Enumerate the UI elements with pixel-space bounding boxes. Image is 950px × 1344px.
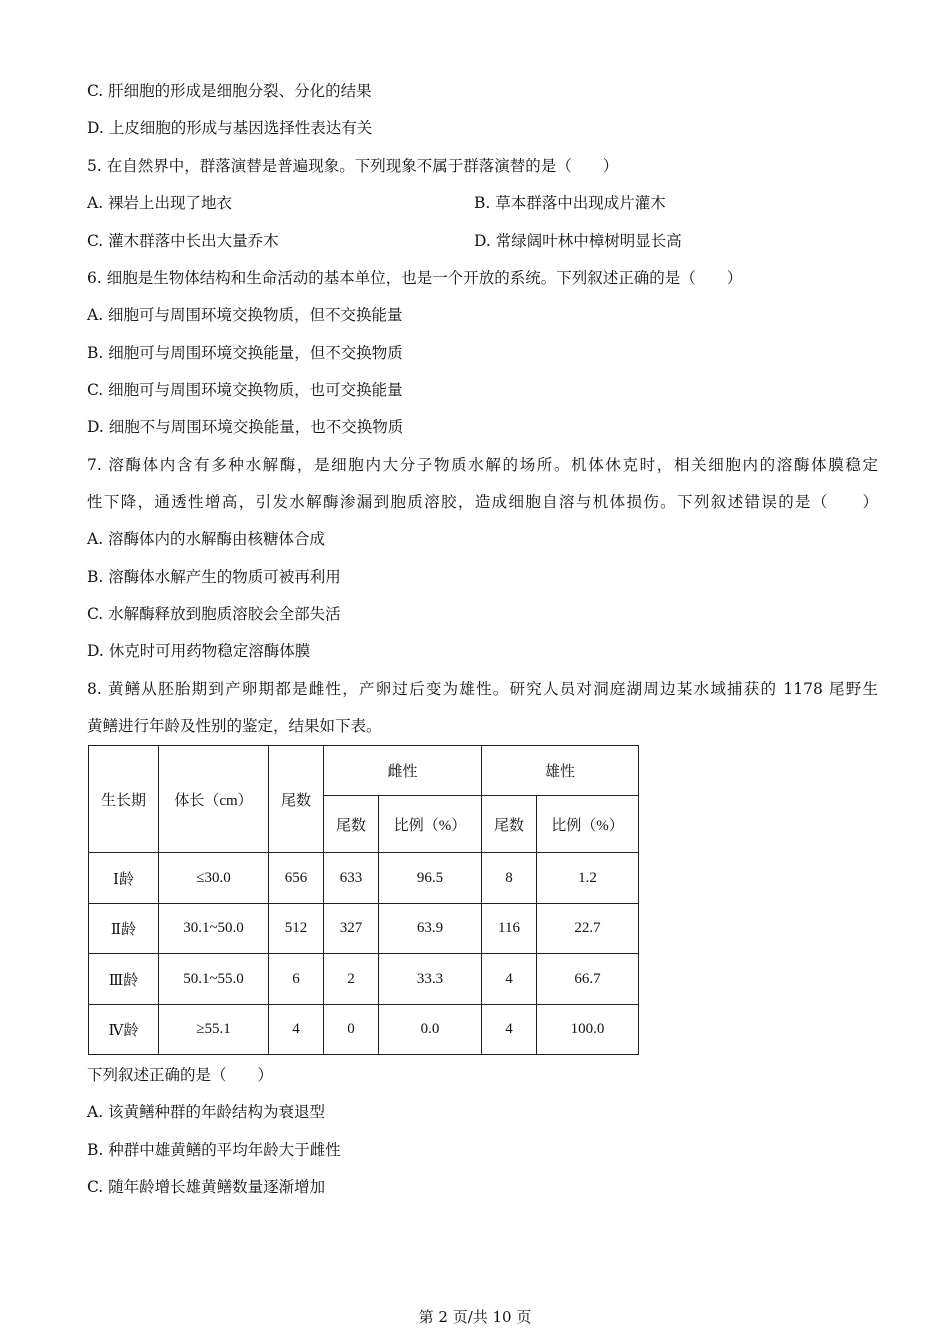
cell-count: 6 xyxy=(269,954,324,1005)
cell-stage: Ⅱ龄 xyxy=(89,904,159,954)
table-row xyxy=(89,954,639,1005)
option-5a: A. 裸岩上出现了地衣 xyxy=(87,194,233,212)
option-6c: C. 细胞可与周围环境交换物质，也可交换能量 xyxy=(87,381,403,399)
header-male-count: 尾数 xyxy=(482,796,537,853)
cell-female-ratio: 0.0 xyxy=(379,1005,482,1055)
cell-female-ratio: 33.3 xyxy=(379,954,482,1005)
cell-female-ratio: 96.5 xyxy=(379,853,482,904)
option-8c: C. 随年龄增长雄黄鳝数量逐渐增加 xyxy=(87,1178,326,1196)
option-6b: B. 细胞可与周围环境交换能量，但不交换物质 xyxy=(87,344,403,362)
question-8-line-2: 黄鳝进行年龄及性别的鉴定，结果如下表。 xyxy=(87,717,382,735)
question-5: 5. 在自然界中，群落演替是普遍现象。下列现象不属于群落演替的是（ ） xyxy=(87,157,619,175)
option-7d: D. 休克时可用药物稳定溶酶体膜 xyxy=(87,642,311,660)
cell-male-ratio: 1.2 xyxy=(537,853,639,904)
cell-count: 4 xyxy=(269,1005,324,1055)
cell-male-ratio: 66.7 xyxy=(537,954,639,1005)
cell-male-ratio: 22.7 xyxy=(537,904,639,954)
header-count: 尾数 xyxy=(269,746,324,853)
header-male-ratio: 比例（%） xyxy=(537,796,639,853)
page-footer: 第 2 页/共 10 页 xyxy=(418,1308,532,1326)
cell-male-count: 8 xyxy=(482,853,537,904)
header-female-ratio: 比例（%） xyxy=(379,796,482,853)
header-female-count: 尾数 xyxy=(324,796,379,853)
question-7-line-2: 性下降，通透性增高，引发水解酶渗漏到胞质溶胶，造成细胞自溶与机体损伤。下列叙述错误的是（ ） xyxy=(87,493,878,511)
option-6d: D. 细胞不与周围环境交换能量，也不交换物质 xyxy=(87,418,404,436)
cell-female-count: 2 xyxy=(324,954,379,1005)
header-stage: 生长期 xyxy=(89,746,159,853)
option-8b: B. 种群中雄黄鳝的平均年龄大于雌性 xyxy=(87,1141,341,1159)
header-length: 体长（cm） xyxy=(159,746,269,853)
question-7-line-1: 7. 溶酶体内含有多种水解酶，是细胞内大分子物质水解的场所。机体休克时，相关细胞内的溶酶体膜稳定 xyxy=(87,456,878,474)
question-8-stem: 下列叙述正确的是（ ） xyxy=(87,1066,274,1084)
cell-length: 30.1~50.0 xyxy=(159,904,269,954)
cell-stage: Ⅰ龄 xyxy=(89,853,159,904)
table-row xyxy=(89,904,639,954)
cell-stage: Ⅳ龄 xyxy=(89,1005,159,1055)
option-7b: B. 溶酶体水解产生的物质可被再利用 xyxy=(87,568,341,586)
cell-stage: Ⅲ龄 xyxy=(89,954,159,1005)
cell-female-count: 0 xyxy=(324,1005,379,1055)
option-5d: D. 常绿阔叶林中樟树明显长高 xyxy=(474,232,682,250)
cell-male-ratio: 100.0 xyxy=(537,1005,639,1055)
option-6a: A. 细胞可与周围环境交换物质，但不交换能量 xyxy=(87,306,403,324)
cell-female-count: 327 xyxy=(324,904,379,954)
cell-male-count: 4 xyxy=(482,954,537,1005)
table-row xyxy=(89,853,639,904)
cell-male-count: 116 xyxy=(482,904,537,954)
option-5b: B. 草本群落中出现成片灌木 xyxy=(474,194,666,212)
option-7a: A. 溶酶体内的水解酶由核糖体合成 xyxy=(87,530,326,548)
option-4d: D. 上皮细胞的形成与基因选择性表达有关 xyxy=(87,119,373,137)
cell-length: 50.1~55.0 xyxy=(159,954,269,1005)
question-6: 6. 细胞是生物体结构和生命活动的基本单位，也是一个开放的系统。下列叙述正确的是（ ） xyxy=(87,269,743,287)
cell-female-count: 633 xyxy=(324,853,379,904)
cell-count: 512 xyxy=(269,904,324,954)
cell-female-ratio: 63.9 xyxy=(379,904,482,954)
header-female: 雌性 xyxy=(324,746,482,796)
header-male: 雄性 xyxy=(482,746,639,796)
option-8a: A. 该黄鳝种群的年龄结构为衰退型 xyxy=(87,1103,326,1121)
option-7c: C. 水解酶释放到胞质溶胶会全部失活 xyxy=(87,605,341,623)
option-5c: C. 灌木群落中长出大量乔木 xyxy=(87,232,279,250)
cell-length: ≤30.0 xyxy=(159,853,269,904)
option-4c: C. 肝细胞的形成是细胞分裂、分化的结果 xyxy=(87,82,372,100)
table-row xyxy=(89,1005,639,1055)
question-8-line-1: 8. 黄鳝从胚胎期到产卵期都是雌性，产卵过后变为雄性。研究人员对洞庭湖周边某水域捕获的 1178 尾野生 xyxy=(87,680,878,698)
eel-age-sex-table xyxy=(88,745,639,1055)
cell-length: ≥55.1 xyxy=(159,1005,269,1055)
cell-male-count: 4 xyxy=(482,1005,537,1055)
cell-count: 656 xyxy=(269,853,324,904)
